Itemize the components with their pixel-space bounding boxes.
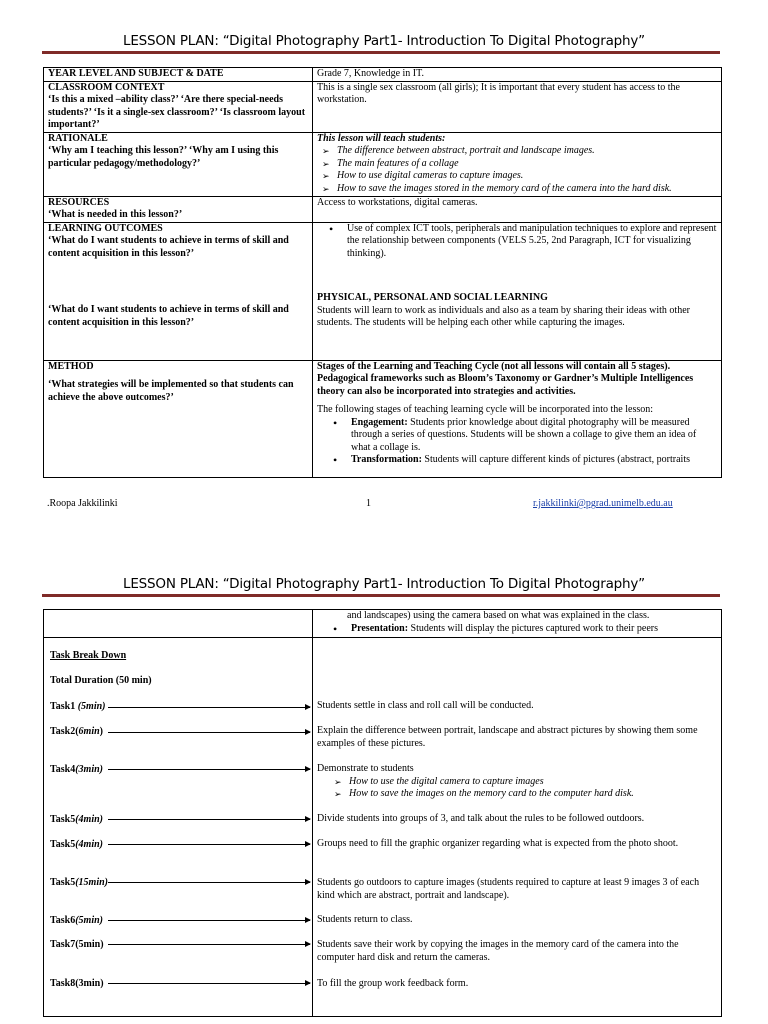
task-name: Task5 (50, 877, 76, 888)
task-label (50, 978, 104, 989)
row-method (44, 360, 722, 477)
arrow-icon (108, 819, 310, 820)
page-2-header-rule (42, 594, 720, 597)
list-item: ➢ How to save the images stored in the memory card of the camera into the hard disk. (337, 183, 717, 196)
arrow-icon (108, 732, 310, 733)
page-2-title: LESSON PLAN: “Digital Photography Part1- Introduction To Digital Photography” (123, 576, 645, 592)
page-1-header-rule (42, 51, 720, 54)
list-item: ➢ How to save the images on the memory card to the computer hard disk. (349, 788, 717, 801)
resources-label: RESOURCES (48, 196, 110, 208)
task-duration: (15min) (75, 877, 108, 888)
task-description: Students settle in class and roll call will be conducted. (317, 700, 534, 711)
task-breakdown-left (44, 638, 313, 1017)
learning-outcomes-question-2: ‘What do I want students to achieve in terms of skill and content acquisition in this lesson?’ (48, 304, 289, 328)
task-description (317, 763, 717, 801)
list-item: ➢ How to use digital cameras to capture images. (337, 170, 717, 183)
lesson-plan-table (43, 67, 722, 478)
method-continued-left (44, 610, 313, 638)
task-label (50, 877, 108, 888)
transformation-text-continued: and landscapes) using the camera based on what was explained in the class. (347, 610, 650, 621)
learning-cycle-stages (317, 417, 717, 467)
rationale-cell (44, 132, 313, 196)
footer-page-number: 1 (366, 498, 371, 509)
method-value (313, 360, 722, 477)
method-cell (44, 360, 313, 477)
presentation-label: Presentation: (351, 622, 409, 634)
arrow-icon (108, 944, 310, 945)
year-level-value: Grade 7, Knowledge in IT. (313, 68, 722, 82)
engagement-text: Students prior knowledge about digital photography will be measured through a series of questions. Students will be shown a collage to give them an idea of what a collage is. (351, 416, 697, 453)
learning-outcomes-cell (44, 222, 313, 360)
learning-outcomes-label: LEARNING OUTCOMES (48, 222, 163, 234)
task-description: Explain the difference between portrait, landscape and abstract pictures by showing them some examples of these pictures. (317, 725, 698, 749)
task-description: Students save their work by copying the images in the memory card of the camera into the computer hard disk and return the cameras. (317, 939, 679, 963)
arrow-icon (108, 769, 310, 770)
arrow-icon (108, 920, 310, 921)
engagement-label: Engagement: (351, 416, 408, 428)
learning-outcomes-question-1: ‘What do I want students to achieve in terms of skill and content acquisition in this lesson?’ (48, 235, 289, 259)
task-name-suffix: ) (99, 726, 104, 737)
task4-list (317, 776, 717, 801)
arrow-icon (108, 707, 310, 708)
task-name: Task5 (50, 814, 76, 825)
list-item: ➢ The difference between abstract, portrait and landscape images. (337, 145, 717, 158)
learning-cycle-stages-intro: The following stages of teaching learning cycle will be incorporated into the lesson: (317, 404, 654, 415)
task-description: Students go outdoors to capture images (students required to capture at least 9 images 3 of each kind which are abstract, portrait and landscape). (317, 877, 700, 901)
task-description: Divide students into groups of 3, and talk about the rules to be followed outdoors. (317, 813, 645, 824)
task-name: Task7(5min) (50, 939, 104, 950)
classroom-context-questions: ‘Is this a mixed –ability class?’ ‘Are there special-needs students?’ ‘Is it a single-sex classroom?’ ‘Is classroom layout important?’ (48, 94, 306, 130)
task-label (50, 839, 103, 850)
list-item: • Use of complex ICT tools, peripherals and manipulation techniques to explore and represent the relationship between components (VELS 5.25, 2nd Paragraph, ICT for visualizing thinking). (347, 223, 717, 261)
task-name: Task8(3min) (50, 978, 104, 989)
method-label: METHOD (48, 360, 94, 372)
personal-learning-heading: PHYSICAL, PERSONAL AND SOCIAL LEARNING (317, 292, 548, 303)
task-duration: (5min) (77, 701, 106, 712)
rationale-value (313, 132, 722, 196)
list-item: ➢ The main features of a collage (337, 158, 717, 171)
task-duration: 6min (78, 726, 100, 737)
task-name: Task6 (50, 915, 76, 926)
row-classroom-context (44, 81, 722, 132)
arrow-icon (108, 983, 310, 984)
rationale-list (317, 145, 717, 195)
classroom-context-label: CLASSROOM CONTEXT (48, 81, 165, 93)
classroom-context-cell (44, 81, 313, 132)
row-learning-outcomes (44, 222, 722, 360)
arrow-icon (108, 882, 310, 883)
list-item (351, 417, 717, 455)
row-rationale (44, 132, 722, 196)
task-duration: (3min) (75, 764, 103, 775)
arrow-icon (108, 844, 310, 845)
list-item: ➢ How to use the digital camera to capture images (349, 776, 717, 789)
task-duration: (4min) (75, 814, 103, 825)
learning-outcomes-value (313, 222, 722, 360)
task-name: Task5 (50, 839, 76, 850)
row-year-level (44, 68, 722, 82)
row-resources (44, 196, 722, 222)
task-description: To fill the group work feedback form. (317, 978, 469, 989)
rationale-questions: ‘Why am I teaching this lesson?’ ‘Why am I using this particular pedagogy/methodology?’ (48, 145, 279, 169)
presentation-text: Students will display the pictures captured work to their peers (408, 622, 658, 634)
task-description-text: Demonstrate to students (317, 763, 414, 774)
task-description: Students return to class. (317, 914, 413, 925)
task-duration: (4min) (75, 839, 103, 850)
method-continued-value (313, 610, 722, 638)
task-breakdown-title (50, 650, 126, 661)
year-level-label: YEAR LEVEL AND SUBJECT & DATE (44, 68, 313, 82)
task-description: Groups need to fill the graphic organizer regarding what is expected from the photo shoot. (317, 838, 679, 849)
task-name: Task1 (50, 701, 78, 712)
task-name: Task2( (50, 726, 79, 737)
resources-question: ‘What is needed in this lesson?’ (48, 209, 183, 220)
outcomes-list (317, 223, 717, 261)
row-method-continued (44, 610, 722, 638)
task-label (50, 814, 103, 825)
task-name: Task4 (50, 764, 76, 775)
page-1-title: LESSON PLAN: “Digital Photography Part1- Introduction To Digital Photography” (123, 33, 645, 49)
task-label (50, 764, 103, 775)
task-label (50, 701, 106, 712)
list-item (351, 623, 717, 636)
task-label (50, 939, 104, 950)
task-duration: (5min) (75, 915, 103, 926)
footer-author: .Roopa Jakkilinki (47, 498, 118, 509)
resources-cell (44, 196, 313, 222)
resources-value: Access to workstations, digital cameras. (313, 196, 722, 222)
task-label (50, 726, 103, 737)
rationale-intro: This lesson will teach students: (317, 132, 446, 144)
list-item (351, 454, 717, 467)
learning-cycle-intro: Stages of the Learning and Teaching Cycle (not all lessons will contain all 5 stages). Pedagogical frameworks such as Bloom’s Taxonomy or Gardner’s Multiple Intelligences theory can also be incorporated into strategies and activities. (317, 360, 694, 397)
total-duration: Total Duration (50 min) (50, 675, 152, 686)
task-label (50, 915, 103, 926)
task-breakdown-heading: Task Break Down (50, 650, 127, 661)
footer-email-link[interactable]: r.jakkilinki@pgrad.unimelb.edu.au (533, 498, 673, 509)
transformation-label: Transformation: (351, 454, 422, 465)
personal-learning-text: Students will learn to work as individuals and also as a team by sharing their ideas with other students. The students will be helping each other while capturing the images. (317, 304, 690, 328)
method-question: ‘What strategies will be implemented so that students can achieve the above outcomes?’ (48, 379, 294, 403)
presentation-list (317, 623, 717, 636)
transformation-text: Students will capture different kinds of pictures (abstract, portraits (421, 454, 690, 465)
classroom-context-value: This is a single sex classroom (all girls); It is important that every student has access to the workstation. (313, 81, 722, 132)
rationale-label: RATIONALE (48, 132, 108, 144)
